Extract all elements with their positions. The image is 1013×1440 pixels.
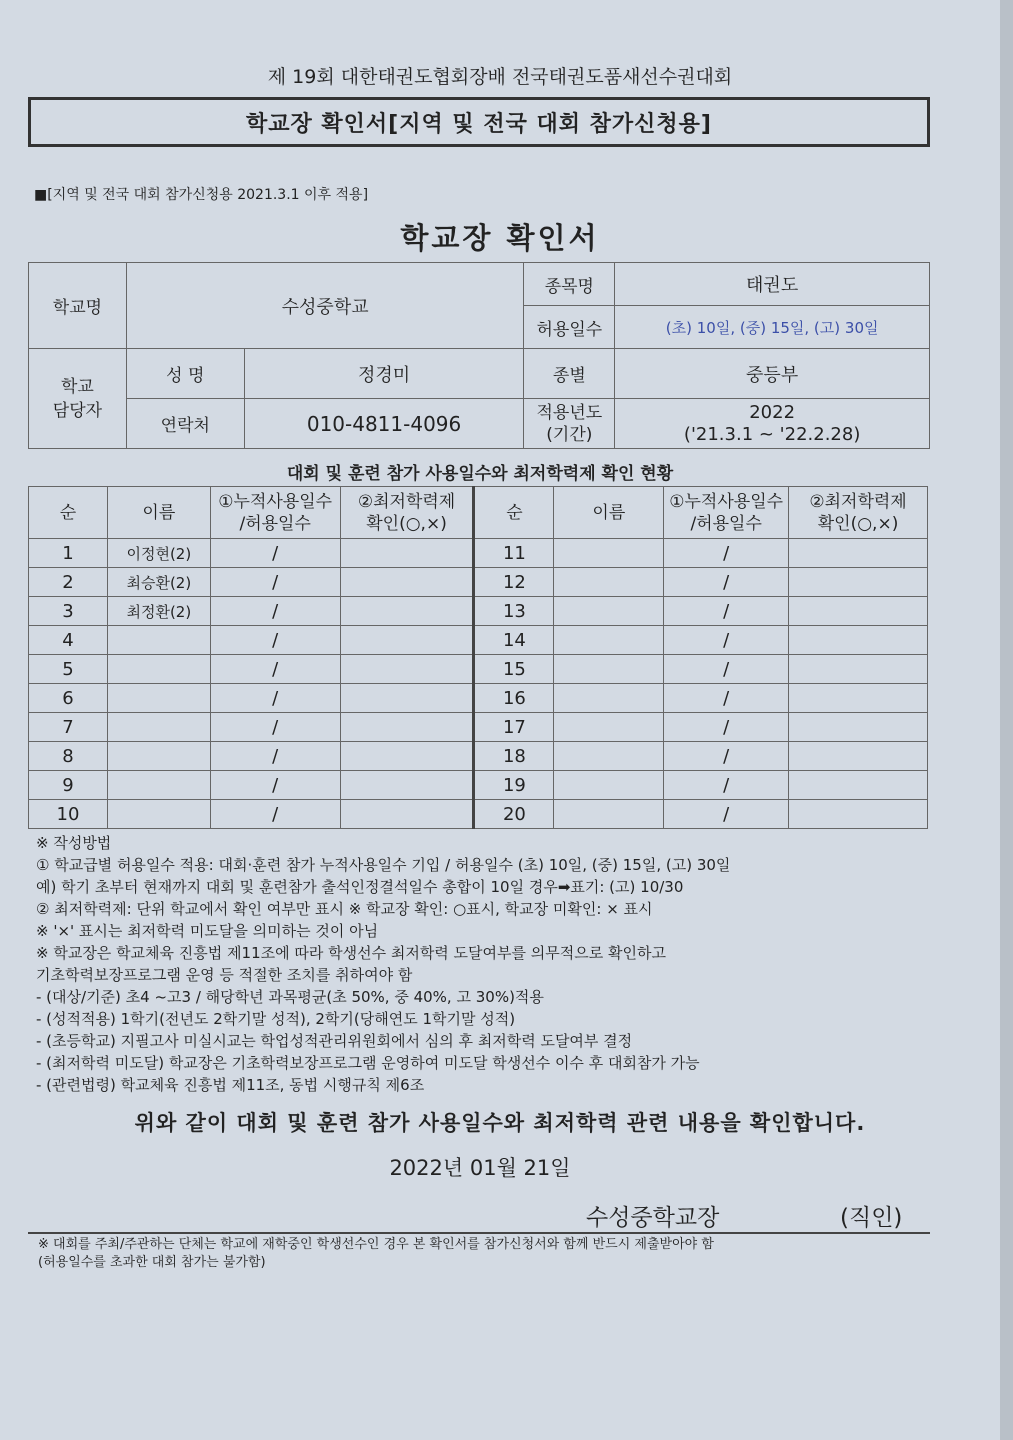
table-row (29, 684, 928, 713)
school-label: 학교명 (29, 263, 127, 349)
athlete-name (554, 597, 664, 626)
check-cell (340, 655, 474, 684)
table-row (29, 655, 928, 684)
table-row (29, 742, 928, 771)
check-cell (789, 655, 928, 684)
athlete-name (554, 684, 664, 713)
row-no: 15 (474, 655, 554, 684)
check-cell (789, 800, 928, 829)
athlete-name (107, 655, 210, 684)
table-row (29, 597, 928, 626)
col-name-header: 이름 (107, 487, 210, 539)
athlete-name (554, 539, 664, 568)
check-cell (789, 568, 928, 597)
check-cell (789, 742, 928, 771)
athlete-name (107, 713, 210, 742)
manager-name-value: 정경미 (244, 349, 524, 399)
athlete-name (107, 742, 210, 771)
instruction-line: ※ 학교장은 학교체육 진흥법 제11조에 따라 학생선수 최저학력 도달여부를 의무적으로 확인하고 (36, 944, 666, 962)
col-check-header: ②최저학력제 확인(○,×) (789, 487, 928, 539)
col-no-header: 순 (29, 487, 108, 539)
check-cell (340, 771, 474, 800)
col-name-header: 이름 (554, 487, 664, 539)
contact-label: 연락처 (126, 399, 244, 449)
row-no: 20 (474, 800, 554, 829)
school-value: 수성중학교 (126, 263, 524, 349)
status-title: 대회 및 훈련 참가 사용일수와 최저학력제 확인 현황 (286, 464, 674, 484)
table-row (29, 713, 928, 742)
days-cell: / (664, 568, 789, 597)
instructions (36, 832, 956, 1096)
check-cell (340, 800, 474, 829)
row-no: 8 (29, 742, 108, 771)
contact-value: 010-4811-4096 (244, 399, 524, 449)
table-row (29, 771, 928, 800)
name-label: 성 명 (126, 349, 244, 399)
row-no: 17 (474, 713, 554, 742)
days-cell: / (664, 539, 789, 568)
row-no: 9 (29, 771, 108, 800)
instruction-line: ※ 작성방법 (36, 834, 112, 852)
days-cell: / (664, 655, 789, 684)
allowed-days-label: 허용일수 (524, 306, 615, 349)
days-cell: / (664, 771, 789, 800)
check-cell (340, 568, 474, 597)
instruction-line: ② 최저학력제: 단위 학교에서 확인 여부만 표시 ※ 학교장 확인: ○표시, 학교장 미확인: × 표시 (36, 900, 653, 918)
col-days-header: ①누적사용일수 /허용일수 (210, 487, 340, 539)
category-value: 중등부 (615, 349, 930, 399)
footer-line: (허용일수를 초과한 대회 참가는 불가함) (38, 1255, 266, 1270)
days-cell: / (210, 742, 340, 771)
competition-title: 제 19회 대한태권도협회장배 전국태권도품새선수권대회 (267, 66, 733, 88)
school-info-table (28, 262, 930, 449)
row-no: 3 (29, 597, 108, 626)
year-label: 적용년도 (기간) (524, 399, 615, 449)
check-cell (340, 626, 474, 655)
athlete-name (554, 800, 664, 829)
check-cell (789, 539, 928, 568)
check-cell (789, 771, 928, 800)
row-no: 7 (29, 713, 108, 742)
days-cell: / (664, 742, 789, 771)
days-cell: / (210, 539, 340, 568)
col-no-header: 순 (474, 487, 554, 539)
footer-line: ※ 대회를 주최/주관하는 단체는 학교에 재학중인 학생선수인 경우 본 확인서를 참가신청서와 함께 반드시 제출받아야 함 (38, 1237, 714, 1252)
check-cell (340, 539, 474, 568)
col-check-header: ②최저학력제 확인(○,×) (340, 487, 474, 539)
athlete-name (554, 742, 664, 771)
confirmation-statement: 위와 같이 대회 및 훈련 참가 사용일수와 최저학력 관련 내용을 확인합니다. (134, 1111, 866, 1135)
days-cell: / (210, 568, 340, 597)
days-cell: / (664, 713, 789, 742)
form-banner: 학교장 확인서[지역 및 전국 대회 참가신청용] (28, 97, 930, 147)
athlete-name (554, 568, 664, 597)
instruction-line: - (초등학교) 지필고사 미실시교는 학업성적관리위원회에서 심의 후 최저학력 도달여부 결정 (36, 1032, 633, 1050)
row-no: 10 (29, 800, 108, 829)
instruction-line: ① 학교급별 허용일수 적용: 대회·훈련 참가 누적사용일수 기입 / 허용일수 (초) 10일, (중) 15일, (고) 30일 (36, 856, 731, 874)
category-label: 종별 (524, 349, 615, 399)
athlete-name (107, 800, 210, 829)
athlete-name (107, 771, 210, 800)
issue-date: 2022년 01월 21일 (389, 1156, 571, 1180)
athlete-name (554, 771, 664, 800)
footer-note (38, 1236, 714, 1272)
check-cell (789, 684, 928, 713)
instruction-line: - (최저학력 미도달) 학교장은 기초학력보장프로그램 운영하여 미도달 학생선수 이수 후 대회참가 가능 (36, 1054, 700, 1072)
row-no: 11 (474, 539, 554, 568)
days-cell: / (664, 800, 789, 829)
days-cell: / (210, 597, 340, 626)
athlete-name: 최승환(2) (107, 568, 210, 597)
instruction-line: ※ '×' 표시는 최저학력 미도달을 의미하는 것이 아님 (36, 922, 379, 940)
row-no: 2 (29, 568, 108, 597)
athlete-name: 이정현(2) (107, 539, 210, 568)
check-cell (340, 597, 474, 626)
days-cell: / (210, 655, 340, 684)
manager-label: 학교 담당자 (29, 349, 127, 449)
instruction-line: - (대상/기준) 초4 ~고3 / 해당학년 과목평균(초 50%, 중 40%, 고 30%)적용 (36, 988, 544, 1006)
days-cell: / (210, 800, 340, 829)
athlete-name (107, 684, 210, 713)
check-cell (789, 713, 928, 742)
event-value: 태권도 (615, 263, 930, 306)
row-no: 4 (29, 626, 108, 655)
participation-table (28, 486, 928, 829)
table-row (29, 568, 928, 597)
row-no: 14 (474, 626, 554, 655)
row-no: 16 (474, 684, 554, 713)
event-label: 종목명 (524, 263, 615, 306)
check-cell (340, 684, 474, 713)
row-no: 1 (29, 539, 108, 568)
days-cell: / (210, 771, 340, 800)
row-no: 19 (474, 771, 554, 800)
row-no: 5 (29, 655, 108, 684)
year-value: 2022 ('21.3.1 ~ '22.2.28) (615, 399, 930, 449)
background-surface (1000, 0, 1013, 1440)
applicability-note: ■[지역 및 전국 대회 참가신청용 2021.3.1 이후 적용] (34, 187, 369, 203)
principal-title: 수성중학교장 (586, 1205, 720, 1231)
athlete-name (107, 626, 210, 655)
days-cell: / (210, 713, 340, 742)
athlete-name: 최정환(2) (107, 597, 210, 626)
instruction-line: - (성적적용) 1학기(전년도 2학기말 성적), 2학기(당해연도 1학기말 성적) (36, 1010, 516, 1028)
check-cell (789, 597, 928, 626)
days-cell: / (664, 597, 789, 626)
table-row (29, 800, 928, 829)
row-no: 18 (474, 742, 554, 771)
official-seal: (직인) (840, 1205, 903, 1231)
days-cell: / (664, 684, 789, 713)
days-cell: / (210, 626, 340, 655)
table-row (29, 539, 928, 568)
instruction-line: - (관련법령) 학교체육 진흥법 제11조, 동법 시행규칙 제6조 (36, 1076, 425, 1094)
row-no: 12 (474, 568, 554, 597)
row-no: 6 (29, 684, 108, 713)
col-days-header: ①누적사용일수 /허용일수 (664, 487, 789, 539)
athlete-name (554, 713, 664, 742)
days-cell: / (210, 684, 340, 713)
instruction-line: 기초학력보장프로그램 운영 등 적절한 조치를 취하여야 함 (36, 966, 413, 984)
row-no: 13 (474, 597, 554, 626)
check-cell (789, 626, 928, 655)
table-row (29, 626, 928, 655)
divider (28, 1232, 930, 1234)
check-cell (340, 742, 474, 771)
check-cell (340, 713, 474, 742)
allowed-days-value: (초) 10일, (중) 15일, (고) 30일 (615, 306, 930, 349)
instruction-line: 예) 학기 초부터 현재까지 대회 및 훈련참가 출석인정결석일수 총합이 10일 경우➡표기: (고) 10/30 (36, 878, 684, 896)
document-title: 학교장 확인서 (400, 221, 600, 255)
days-cell: / (664, 626, 789, 655)
athlete-name (554, 626, 664, 655)
athlete-name (554, 655, 664, 684)
